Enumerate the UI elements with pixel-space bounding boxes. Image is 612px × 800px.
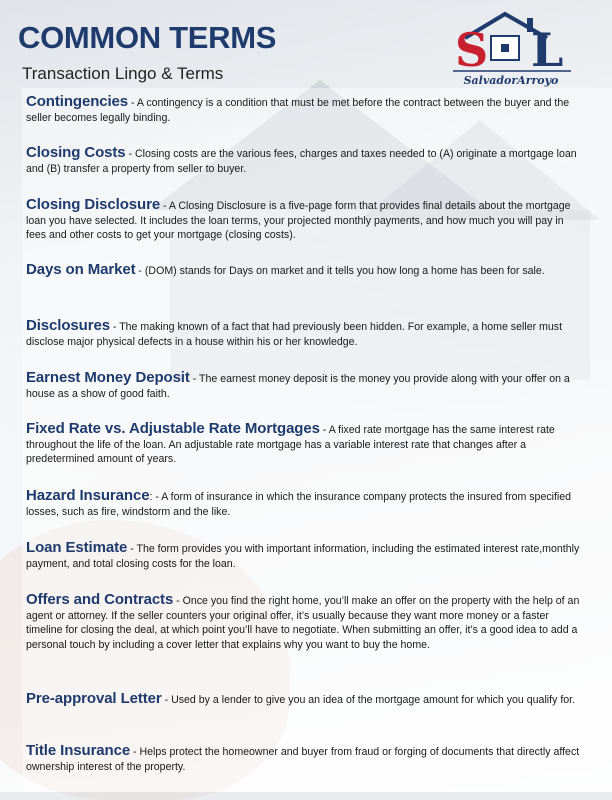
term-separator: - (319, 424, 329, 436)
term-name: Offers and Contracts (26, 591, 174, 608)
term-name: Contingencies (26, 93, 129, 110)
term-loan-estimate (26, 541, 586, 571)
term-definition: The earnest money deposit is the money you provide along with your offer on a house as a show of good faith. (26, 373, 570, 400)
term-name: Title Insurance (26, 742, 131, 759)
term-hazard-insurance (26, 489, 586, 519)
term-title-insurance (26, 744, 586, 774)
term-separator: - (189, 373, 200, 385)
house-logo-icon (447, 8, 577, 88)
term-separator: - (173, 595, 183, 607)
logo-signature: SalvadorArroyo (463, 74, 559, 87)
term-days-on-market (26, 263, 586, 279)
term-separator: - (109, 321, 120, 333)
term-separator: - (127, 543, 137, 555)
term-name: Closing Disclosure (26, 196, 161, 213)
term-closing-costs (26, 146, 586, 176)
term-definition: Closing costs are the various fees, charges and taxes needed to (A) originate a mortgage loan and (B) transfer a property from seller to buyer. (26, 148, 577, 175)
term-name: Days on Market (26, 261, 136, 278)
term-definition: Used by a lender to give you an idea of the mortgage amount for which you qualify for. (171, 694, 576, 706)
term-pre-approval-letter (26, 692, 586, 708)
term-separator: - (135, 265, 145, 277)
term-definition: Helps protect the homeowner and buyer from fraud or forging of documents that directly affect ownership interest of the property. (26, 746, 580, 773)
term-earnest-money-deposit (26, 371, 586, 401)
term-name: Loan Estimate (26, 539, 128, 556)
term-name: Closing Costs (26, 144, 126, 161)
term-separator: : - (149, 491, 162, 503)
term-closing-disclosure (26, 198, 586, 243)
term-separator: - (161, 694, 172, 706)
term-fixed-vs-adjustable (26, 422, 586, 467)
term-definition: A fixed rate mortgage has the same interest rate throughout the life of the loan. An adjustable rate mortgage has a variable interest rate that changes after a predetermined amount of years. (26, 424, 555, 465)
term-name: Hazard Insurance (26, 487, 150, 504)
page-header (0, 0, 612, 90)
term-offers-and-contracts (26, 593, 586, 652)
logo-letter-s: S (455, 23, 489, 77)
term-disclosures (26, 319, 586, 349)
term-definition: (DOM) stands for Days on market and it tells you how long a home has been for sale. (144, 265, 545, 277)
term-definition: A Closing Disclosure is a five-page form that provides final details about the mortgage loan you have selected. It includes the loan terms, your projected monthly payments, and how much you will pay in fees and other costs to get your mortgage (closing costs). (26, 200, 571, 241)
term-name: Fixed Rate vs. Adjustable Rate Mortgages (26, 420, 320, 437)
term-definition: A contingency is a condition that must be met before the contract between the buyer and the seller becomes legally binding. (26, 97, 570, 124)
term-separator: - (128, 97, 137, 109)
term-definition: Once you find the right home, you’ll make an offer on the property with the help of an agent or attorney. If the seller counters your original offer, it’s usually because they want more money or a faster timeline for closing the deal, at which point you’ll have to negotiate. When submitting an offer, it’s a good idea to add a personal touch by including a cover letter that explains why you want to buy the home. (26, 595, 580, 651)
logo-letter-l: L (531, 23, 564, 77)
term-name: Disclosures (26, 317, 110, 334)
page-subtitle: Transaction Lingo & Terms (22, 64, 224, 83)
term-name: Pre-approval Letter (26, 690, 162, 707)
term-contingencies (26, 95, 586, 125)
page-title: COMMON TERMS (18, 20, 277, 55)
term-separator: - (130, 746, 140, 758)
term-definition: The form provides you with important information, including the estimated interest rate,monthly payment, and total closing costs for the loan. (26, 543, 580, 570)
term-name: Earnest Money Deposit (26, 369, 190, 386)
term-separator: - (160, 200, 169, 212)
term-definition: The making known of a fact that had previously been hidden. For example, a home seller must disclose major physical defects in a house within his or her knowledge. (26, 321, 563, 348)
term-definition: A form of insurance in which the insurance company protects the insured from specified losses, such as fire, windstorm and the like. (26, 491, 572, 518)
term-separator: - (125, 148, 135, 160)
